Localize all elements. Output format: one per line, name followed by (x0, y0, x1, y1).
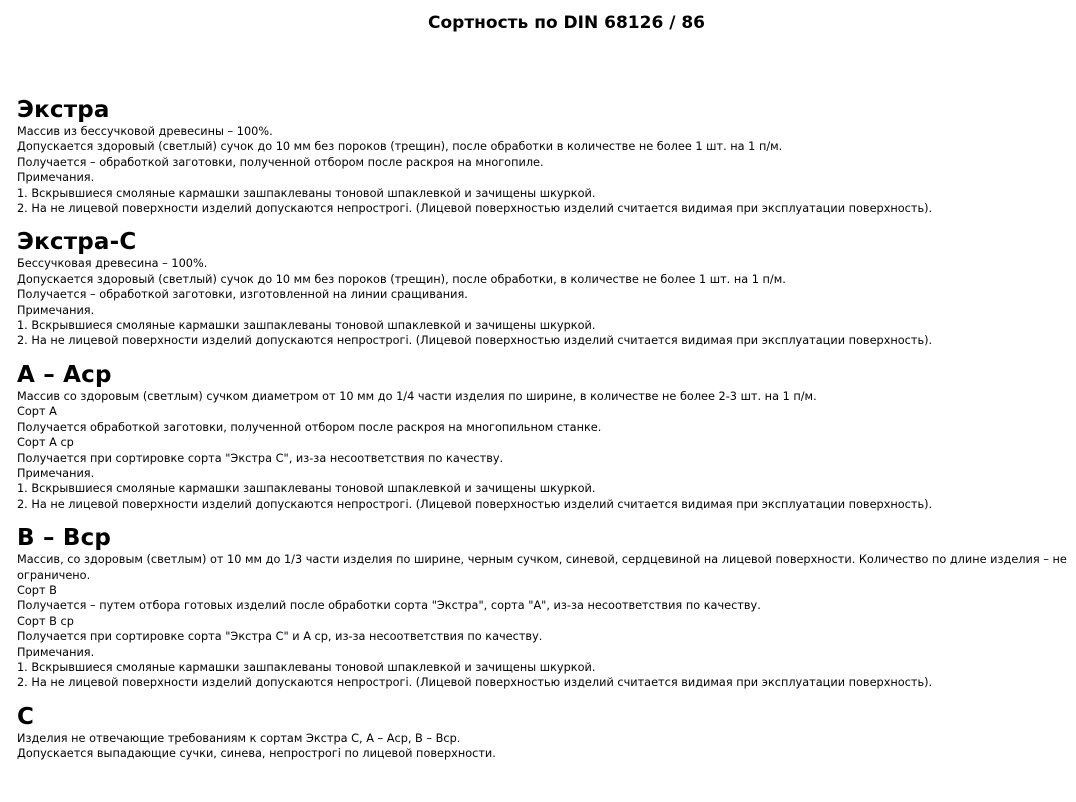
paragraph-line: Допускается выпадающие сучки, синева, непрострогi по лицевой поверхности. (17, 747, 496, 761)
paragraph-line: 1. Вскрывшиеся смоляные кармашки зашпаклеваны тоновой шпаклевкой и зачищены шкуркой. (17, 186, 596, 200)
section-v-vsr (17, 524, 1069, 691)
paragraph-line: 1. Вскрывшиеся смоляные кармашки зашпаклеваны тоновой шпаклевкой и зачищены шкуркой. (17, 482, 596, 496)
paragraph-line: Получается – путем отбора готовых изделий после обработки сорта "Экстра", сорта "А", из-за несоответствия по качеству. (17, 599, 761, 613)
paragraph-line: Получается при сортировке сорта "Экстра С" и А ср, из-за несоответствия по качеству. (17, 630, 543, 644)
section-heading: А – Аср (17, 361, 112, 388)
paragraph-line: 2. На не лицевой поверхности изделий допускаются непрострогi. (Лицевой поверхностью изделий считается видимая при эксплуатации поверхность). (17, 202, 933, 216)
paragraph-line: Получается – обработкой заготовки, полученной отбором после раскроя на многопиле. (17, 155, 544, 169)
section-heading: С (17, 703, 35, 730)
paragraph-line: Примечания. (17, 466, 95, 480)
paragraph-line: Бессучковая древесина – 100%. (17, 257, 208, 271)
paragraph-line: Массив, со здоровым (светлым) от 10 мм до 1/3 части изделия по ширине, черным сучком, синевой, сердцевиной на лицевой поверхности. Количество по длине изделия – не ограничено. (17, 553, 1067, 582)
paragraph-line: Получается – обработкой заготовки, изготовленной на линии сращивания. (17, 288, 468, 302)
paragraph-line: Примечания. (17, 645, 95, 659)
paragraph-line: Сорт В (17, 583, 57, 597)
paragraph-line: 2. На не лицевой поверхности изделий допускаются непрострогi. (Лицевой поверхностью изделий считается видимая при эксплуатации поверхность). (17, 676, 933, 690)
page-title: Сортность по DIN 68126 / 86 (428, 13, 705, 33)
section-s (17, 703, 1069, 762)
paragraph-line: Допускается здоровый (светлый) сучок до 10 мм без пороков (трещин), после обработки, в количестве не более 1 шт. на 1 п/м. (17, 272, 786, 286)
paragraph-line: Сорт А (17, 405, 57, 419)
paragraph-line: Массив из бессучковой древесины – 100%. (17, 125, 273, 138)
paragraph-line: 2. На не лицевой поверхности изделий допускаются непрострогi. (Лицевой поверхностью изделий считается видимая при эксплуатации поверхность). (17, 497, 933, 511)
paragraph-line: Примечания. (17, 303, 95, 317)
paragraph-line: 1. Вскрывшиеся смоляные кармашки зашпаклеваны тоновой шпаклевкой и зачищены шкуркой. (17, 660, 596, 674)
paragraph-line: Массив со здоровым (светлым) сучком диаметром от 10 мм до 1/4 части изделия по ширине, в количестве не более 2-3 шт. на 1 п/м. (17, 389, 817, 403)
section-heading: Экстра (17, 97, 110, 123)
paragraph-line: Получается при сортировке сорта "Экстра С", из-за несоответствия по качеству. (17, 451, 504, 465)
section-ekstra (17, 96, 1069, 216)
section-ekstra-s (17, 228, 1069, 348)
section-heading: В – Вср (17, 525, 112, 552)
document-content (17, 96, 1069, 774)
section-heading: Экстра-С (17, 229, 137, 256)
section-a-asr (17, 361, 1069, 512)
paragraph-line: Сорт В ср (17, 614, 74, 628)
paragraph-line: Сорт А ср (17, 436, 74, 450)
paragraph-line: Получается обработкой заготовки, полученной отбором после раскроя на многопильном станке. (17, 420, 602, 434)
paragraph-line: Допускается здоровый (светлый) сучок до 10 мм без пороков (трещин), после обработки в количестве не более 1 шт. на 1 п/м. (17, 140, 783, 154)
paragraph-line: 2. На не лицевой поверхности изделий допускаются непрострогi. (Лицевой поверхностью изделий считается видимая при эксплуатации поверхность). (17, 334, 933, 348)
paragraph-line: Примечания. (17, 171, 95, 185)
paragraph-line: 1. Вскрывшиеся смоляные кармашки зашпаклеваны тоновой шпаклевкой и зачищены шкуркой. (17, 319, 596, 333)
paragraph-line: Изделия не отвечающие требованиям к сортам Экстра С, А – Аср, В – Вср. (17, 731, 461, 745)
